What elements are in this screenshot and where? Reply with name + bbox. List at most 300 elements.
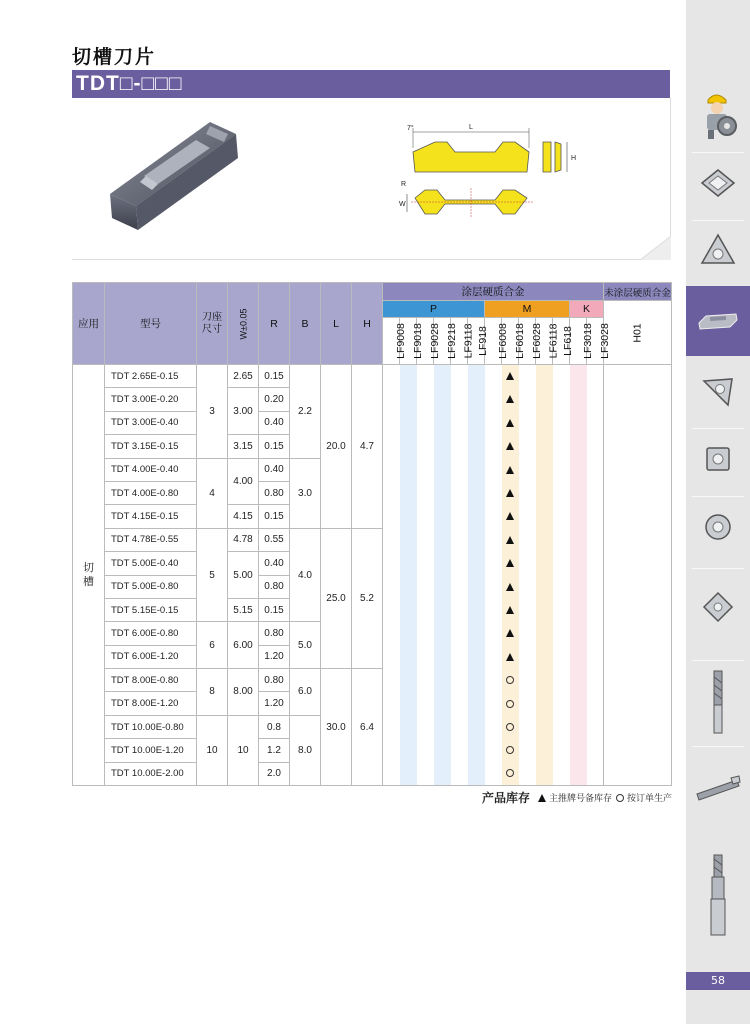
grade-cell	[502, 552, 519, 575]
grade-header-lf6018: LF6018	[502, 318, 519, 365]
b-cell: 4.0	[290, 528, 321, 622]
grade-cell	[451, 669, 468, 692]
model-cell: TDT 2.65E-0.15	[105, 365, 197, 388]
stock-main-marker	[506, 653, 514, 661]
grade-cell	[536, 528, 553, 551]
grade-cell	[519, 575, 536, 598]
grade-cell	[383, 715, 400, 738]
model-cell: TDT 6.00E-1.20	[105, 645, 197, 668]
grade-cell	[434, 388, 451, 411]
grade-cell	[570, 669, 587, 692]
grade-cell	[451, 622, 468, 645]
grade-cell	[417, 692, 434, 715]
model-cell: TDT 3.00E-0.40	[105, 411, 197, 434]
seat-cell: 4	[197, 458, 228, 528]
grade-cell	[468, 388, 485, 411]
grade-cell	[434, 739, 451, 762]
grade-cell	[570, 622, 587, 645]
legend-main-label: 主推牌号备库存	[548, 793, 612, 803]
grade-cell	[451, 575, 468, 598]
grade-cell	[536, 598, 553, 621]
boring-bar-icon	[693, 772, 743, 802]
grade-cell	[570, 715, 587, 738]
model-cell: TDT 3.15E-0.15	[105, 435, 197, 458]
stock-main-marker	[506, 395, 514, 403]
grade-header-lf3028: LF3028	[587, 318, 604, 365]
grade-cell	[383, 552, 400, 575]
grade-cell	[570, 645, 587, 668]
grade-cell	[587, 598, 604, 621]
uncoated-cell	[604, 365, 672, 388]
grade-cell	[434, 715, 451, 738]
grade-cell	[383, 481, 400, 504]
r-cell: 0.40	[259, 552, 290, 575]
dim-label-h: H	[571, 155, 577, 162]
uncoated-cell	[604, 575, 672, 598]
grade-cell	[417, 505, 434, 528]
grade-cell	[383, 435, 400, 458]
stock-order-marker	[506, 676, 514, 684]
grade-header-lf618: LF618	[553, 318, 570, 365]
grade-cell	[536, 411, 553, 434]
grade-cell	[536, 669, 553, 692]
w-cell: 5.15	[228, 598, 259, 621]
grade-cell	[434, 622, 451, 645]
grade-cell	[468, 598, 485, 621]
grade-cell	[519, 458, 536, 481]
grade-cell	[400, 762, 417, 785]
grade-cell	[417, 762, 434, 785]
grade-cell	[502, 365, 519, 388]
grade-cell	[587, 435, 604, 458]
grade-cell	[468, 411, 485, 434]
grade-header-lf9028: LF9028	[417, 318, 434, 365]
grade-cell	[536, 739, 553, 762]
grade-cell	[434, 645, 451, 668]
grade-cell	[536, 505, 553, 528]
grade-cell	[587, 715, 604, 738]
r-cell: 0.80	[259, 669, 290, 692]
grade-cell	[485, 762, 502, 785]
grade-cell	[519, 411, 536, 434]
grade-cell	[519, 481, 536, 504]
model-cell: TDT 5.00E-0.80	[105, 575, 197, 598]
b-cell: 2.2	[290, 365, 321, 459]
grade-cell	[417, 552, 434, 575]
r-cell: 0.20	[259, 388, 290, 411]
grade-cell	[587, 365, 604, 388]
grade-cell	[434, 692, 451, 715]
seat-cell: 6	[197, 622, 228, 669]
grade-cell	[519, 388, 536, 411]
grade-cell	[519, 739, 536, 762]
l-cell: 30.0	[321, 669, 352, 786]
legend-order-label: 按订单生产	[626, 793, 672, 803]
spec-table	[72, 282, 672, 786]
header-application: 应用	[73, 283, 105, 365]
grade-cell	[383, 365, 400, 388]
grade-cell	[451, 598, 468, 621]
grade-header-lf918: LF918	[468, 318, 485, 365]
grade-cell	[485, 481, 502, 504]
grade-header-lf9118: LF9118	[451, 318, 468, 365]
w-cell: 5.00	[228, 552, 259, 599]
w-cell: 6.00	[228, 622, 259, 669]
grade-cell	[434, 552, 451, 575]
grade-cell	[553, 388, 570, 411]
header-seat: 刀座尺寸	[197, 283, 228, 365]
grade-cell	[502, 669, 519, 692]
drill-icon	[706, 853, 730, 937]
grade-cell	[468, 505, 485, 528]
grade-cell	[417, 481, 434, 504]
grade-cell	[400, 645, 417, 668]
h-cell: 5.2	[352, 528, 383, 668]
grade-cell	[485, 388, 502, 411]
model-cell: TDT 6.00E-0.80	[105, 622, 197, 645]
grade-cell	[536, 458, 553, 481]
grade-cell	[434, 762, 451, 785]
stock-main-marker	[506, 559, 514, 567]
w-cell: 2.65	[228, 365, 259, 388]
nav-general-icon[interactable]	[686, 80, 750, 150]
seat-cell: 10	[197, 715, 228, 785]
grade-cell	[570, 505, 587, 528]
grade-cell	[553, 365, 570, 388]
grade-header-lf6008: LF6008	[485, 318, 502, 365]
grade-cell	[587, 645, 604, 668]
grade-cell	[417, 365, 434, 388]
grade-cell	[383, 411, 400, 434]
grade-cell	[536, 388, 553, 411]
grade-cell	[587, 762, 604, 785]
grade-cell	[417, 528, 434, 551]
grade-cell	[519, 715, 536, 738]
grade-cell	[468, 528, 485, 551]
grade-cell	[434, 505, 451, 528]
stock-main-marker	[506, 372, 514, 380]
uncoated-cell	[604, 645, 672, 668]
grade-cell	[570, 458, 587, 481]
square-hole-insert-icon	[700, 441, 736, 477]
grade-cell	[502, 598, 519, 621]
legend-main-marker	[538, 794, 546, 802]
grade-cell	[519, 762, 536, 785]
grade-cell	[570, 575, 587, 598]
r-cell: 0.80	[259, 575, 290, 598]
header-model: 型号	[105, 283, 197, 365]
grade-cell	[553, 552, 570, 575]
seat-cell: 5	[197, 528, 228, 622]
uncoated-cell	[604, 435, 672, 458]
grade-cell	[502, 388, 519, 411]
grade-cell	[553, 645, 570, 668]
grade-cell	[400, 739, 417, 762]
grade-cell	[468, 575, 485, 598]
insert-technical-drawing	[395, 118, 595, 228]
nav-boring-bar[interactable]	[686, 752, 750, 822]
square-milling-insert-icon	[700, 589, 736, 625]
model-cell: TDT 5.15E-0.15	[105, 598, 197, 621]
model-cell: TDT 3.00E-0.20	[105, 388, 197, 411]
grade-cell	[400, 692, 417, 715]
grade-cell	[485, 692, 502, 715]
grade-cell	[451, 528, 468, 551]
grade-cell	[587, 458, 604, 481]
grade-cell	[434, 598, 451, 621]
grade-cell	[570, 762, 587, 785]
header-l: L	[321, 283, 352, 365]
grade-cell	[502, 481, 519, 504]
grade-cell	[451, 481, 468, 504]
model-cell: TDT 10.00E-0.80	[105, 715, 197, 738]
grade-cell	[502, 435, 519, 458]
grade-cell	[502, 622, 519, 645]
grade-cell	[502, 458, 519, 481]
dim-label-l: L	[469, 124, 473, 131]
grade-cell	[485, 715, 502, 738]
grade-cell	[383, 388, 400, 411]
grade-cell	[587, 411, 604, 434]
grade-cell	[400, 411, 417, 434]
grade-cell	[434, 411, 451, 434]
nav-end-mill[interactable]	[686, 664, 750, 740]
grade-cell	[468, 622, 485, 645]
grade-cell	[451, 411, 468, 434]
grade-cell	[502, 739, 519, 762]
page-fold-decoration	[640, 236, 671, 260]
uncoated-cell	[604, 669, 672, 692]
grade-cell	[383, 458, 400, 481]
b-cell: 8.0	[290, 715, 321, 785]
uncoated-cell	[604, 552, 672, 575]
grade-cell	[468, 481, 485, 504]
grade-cell	[400, 365, 417, 388]
grade-cell	[570, 598, 587, 621]
header-uncoated: 未涂层硬质合金	[604, 283, 672, 301]
uncoated-cell	[604, 622, 672, 645]
grade-cell	[587, 388, 604, 411]
uncoated-cell	[604, 598, 672, 621]
model-cell: TDT 4.00E-0.80	[105, 481, 197, 504]
b-cell: 5.0	[290, 622, 321, 669]
grade-cell	[485, 645, 502, 668]
header-grade-h01: H01	[604, 301, 672, 365]
r-cell: 0.55	[259, 528, 290, 551]
grade-cell	[553, 598, 570, 621]
grade-cell	[485, 739, 502, 762]
grade-cell	[502, 411, 519, 434]
nav-square-hole-insert[interactable]	[686, 424, 750, 494]
uncoated-cell	[604, 505, 672, 528]
stock-order-marker	[506, 700, 514, 708]
grade-cell	[468, 739, 485, 762]
grade-cell	[485, 505, 502, 528]
grade-cell	[536, 645, 553, 668]
model-cell: TDT 4.78E-0.55	[105, 528, 197, 551]
grade-cell	[502, 505, 519, 528]
grade-cell	[383, 739, 400, 762]
nav-thread-insert[interactable]	[686, 356, 750, 426]
grade-cell	[502, 575, 519, 598]
grade-cell	[451, 552, 468, 575]
model-cell: TDT 10.00E-2.00	[105, 762, 197, 785]
legend-order-marker	[616, 794, 624, 802]
application-cell: 切槽	[73, 365, 105, 786]
r-cell: 0.80	[259, 481, 290, 504]
grade-cell	[417, 715, 434, 738]
grade-cell	[417, 458, 434, 481]
grade-cell	[587, 739, 604, 762]
header-h: H	[352, 283, 383, 365]
grade-cell	[485, 552, 502, 575]
grade-cell	[587, 528, 604, 551]
grade-cell	[536, 481, 553, 504]
grade-cell	[417, 739, 434, 762]
grade-cell	[400, 715, 417, 738]
grooving-insert-icon	[696, 308, 740, 334]
grade-cell	[400, 552, 417, 575]
grade-cell	[434, 365, 451, 388]
r-cell: 0.40	[259, 458, 290, 481]
grade-cell	[417, 435, 434, 458]
grade-cell	[519, 435, 536, 458]
grade-cell	[417, 598, 434, 621]
w-cell: 8.00	[228, 669, 259, 716]
grade-cell	[536, 692, 553, 715]
grade-cell	[383, 669, 400, 692]
grade-cell	[536, 552, 553, 575]
grade-cell	[570, 528, 587, 551]
grade-cell	[570, 411, 587, 434]
dim-label-w: W	[399, 201, 406, 208]
header-coated: 涂层硬质合金	[383, 283, 604, 301]
w-cell: 3.15	[228, 435, 259, 458]
grade-cell	[536, 365, 553, 388]
grade-cell	[536, 575, 553, 598]
stock-order-marker	[506, 746, 514, 754]
grade-cell	[383, 692, 400, 715]
grade-cell	[434, 481, 451, 504]
grade-cell	[417, 411, 434, 434]
table-row	[73, 669, 672, 692]
grade-cell	[434, 435, 451, 458]
grade-cell	[451, 365, 468, 388]
grade-cell	[587, 552, 604, 575]
grade-cell	[485, 435, 502, 458]
nav-grooving-insert[interactable]	[686, 286, 750, 356]
grade-cell	[519, 669, 536, 692]
grade-cell	[468, 669, 485, 692]
uncoated-cell	[604, 411, 672, 434]
grade-cell	[536, 762, 553, 785]
nav-square-milling-insert[interactable]	[686, 572, 750, 642]
grade-cell	[553, 739, 570, 762]
nav-trigon-insert[interactable]	[686, 216, 750, 286]
h-cell: 4.7	[352, 365, 383, 529]
grade-cell	[468, 365, 485, 388]
grade-cell	[587, 481, 604, 504]
grade-cell	[553, 411, 570, 434]
r-cell: 1.2	[259, 739, 290, 762]
nav-drill[interactable]	[686, 850, 750, 940]
insert-photo	[100, 112, 260, 242]
r-cell: 1.20	[259, 645, 290, 668]
grade-cell	[383, 622, 400, 645]
model-cell: TDT 4.00E-0.40	[105, 458, 197, 481]
uncoated-cell	[604, 481, 672, 504]
legend-title: 产品库存	[481, 791, 530, 805]
r-cell: 1.20	[259, 692, 290, 715]
grade-cell	[485, 598, 502, 621]
grade-cell	[468, 552, 485, 575]
thread-insert-icon	[698, 371, 738, 411]
grade-cell	[400, 435, 417, 458]
model-cell: TDT 4.15E-0.15	[105, 505, 197, 528]
grade-cell	[383, 762, 400, 785]
sidebar	[686, 0, 750, 1024]
grade-cell	[587, 622, 604, 645]
stock-main-marker	[506, 629, 514, 637]
dim-label-r: R	[401, 181, 407, 188]
grade-cell	[400, 505, 417, 528]
grade-cell	[553, 669, 570, 692]
header-b: B	[290, 283, 321, 365]
stock-main-marker	[506, 583, 514, 591]
nav-square-insert[interactable]	[686, 148, 750, 218]
stock-main-marker	[506, 512, 514, 520]
dim-label-angle: 7°	[407, 125, 414, 132]
seat-cell: 8	[197, 669, 228, 716]
grade-cell	[553, 458, 570, 481]
grade-cell	[400, 481, 417, 504]
l-cell: 25.0	[321, 528, 352, 668]
r-cell: 0.15	[259, 505, 290, 528]
header-group-p: P	[383, 301, 485, 318]
uncoated-cell	[604, 715, 672, 738]
stock-order-marker	[506, 723, 514, 731]
r-cell: 0.80	[259, 622, 290, 645]
grade-header-lf6118: LF6118	[536, 318, 553, 365]
grade-cell	[553, 575, 570, 598]
header-group-k: K	[570, 301, 604, 318]
grade-cell	[570, 481, 587, 504]
grade-cell	[536, 622, 553, 645]
grade-cell	[553, 505, 570, 528]
stock-legend	[440, 789, 672, 806]
grade-cell	[451, 505, 468, 528]
r-cell: 2.0	[259, 762, 290, 785]
grade-cell	[468, 692, 485, 715]
r-cell: 0.8	[259, 715, 290, 738]
grade-cell	[417, 388, 434, 411]
product-code: TDT□-□□□	[76, 72, 183, 95]
grade-header-lf6028: LF6028	[519, 318, 536, 365]
w-cell: 4.78	[228, 528, 259, 551]
grade-cell	[553, 481, 570, 504]
page-title: 切槽刀片	[72, 46, 157, 68]
grade-cell	[519, 552, 536, 575]
grade-cell	[519, 365, 536, 388]
grade-cell	[587, 505, 604, 528]
nav-round-insert[interactable]	[686, 492, 750, 562]
grade-cell	[519, 505, 536, 528]
grade-cell	[400, 388, 417, 411]
grade-cell	[519, 622, 536, 645]
grade-cell	[417, 575, 434, 598]
grade-cell	[553, 622, 570, 645]
grade-cell	[519, 692, 536, 715]
